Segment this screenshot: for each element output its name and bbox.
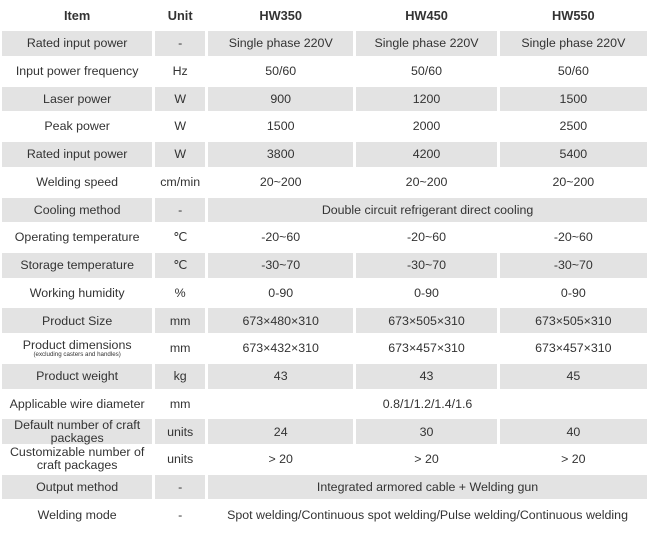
row-value-hw350: 673×480×310 bbox=[208, 308, 353, 333]
table-row bbox=[2, 336, 647, 361]
row-value-hw450: 43 bbox=[356, 364, 496, 389]
row-unit: - bbox=[178, 507, 183, 522]
row-value-hw450: 673×505×310 bbox=[356, 308, 496, 333]
row-unit: kg bbox=[155, 364, 205, 389]
row-value-hw550: 0-90 bbox=[560, 285, 586, 300]
row-item-note: (excluding casters and handles) bbox=[33, 350, 121, 358]
row-value-hw350: 900 bbox=[208, 87, 353, 112]
header-model-hw550: HW550 bbox=[552, 7, 595, 23]
row-value-hw550: -30~70 bbox=[500, 253, 647, 278]
row-value-hw350: Single phase 220V bbox=[208, 31, 353, 56]
row-item-label: Welding mode bbox=[37, 507, 117, 522]
row-item-label: Input power frequency bbox=[15, 63, 139, 78]
row-value-hw550: 40 bbox=[500, 419, 647, 444]
row-item-label: Cooling method bbox=[2, 198, 152, 223]
row-unit: mm bbox=[169, 341, 191, 356]
header-unit: Unit bbox=[167, 7, 193, 23]
header-item: Item bbox=[63, 7, 91, 23]
row-value-hw450: 50/60 bbox=[411, 63, 443, 78]
row-unit: - bbox=[155, 31, 205, 56]
table-row bbox=[2, 198, 647, 223]
table-row bbox=[2, 475, 647, 500]
row-value-all-models: Double circuit refrigerant direct cooling bbox=[208, 198, 647, 223]
row-item-label: Output method bbox=[2, 475, 152, 500]
row-unit: mm bbox=[155, 308, 205, 333]
row-item-label: Welding speed bbox=[36, 174, 119, 189]
table-row bbox=[2, 419, 647, 444]
row-value-hw450: 673×457×310 bbox=[388, 341, 465, 356]
table-row bbox=[2, 114, 647, 139]
row-unit: units bbox=[155, 419, 205, 444]
row-unit: ℃ bbox=[155, 253, 205, 278]
table-row bbox=[2, 392, 647, 417]
table-row bbox=[2, 503, 647, 528]
row-item-label: Product weight bbox=[2, 364, 152, 389]
row-value-hw450: Single phase 220V bbox=[356, 31, 496, 56]
row-item-label: Laser power bbox=[2, 87, 152, 112]
row-item-label: Customizable number of craft packages bbox=[9, 445, 145, 473]
row-item-label: Peak power bbox=[44, 119, 110, 134]
row-value-hw550: 1500 bbox=[500, 87, 647, 112]
table-row bbox=[2, 281, 647, 306]
header-model-hw350: HW350 bbox=[259, 7, 303, 23]
row-value-hw550: 45 bbox=[500, 364, 647, 389]
row-unit: W bbox=[174, 119, 187, 134]
row-item-text: Product dimensions bbox=[22, 337, 132, 352]
row-value-hw450: 4200 bbox=[356, 142, 496, 167]
row-unit: mm bbox=[169, 396, 191, 411]
row-unit: cm/min bbox=[160, 174, 201, 189]
row-unit: - bbox=[155, 475, 205, 500]
row-value-hw550: 5400 bbox=[500, 142, 647, 167]
row-value-hw350: 20~200 bbox=[259, 174, 302, 189]
table-row bbox=[2, 253, 647, 278]
row-value-hw350: 24 bbox=[208, 419, 353, 444]
row-value-hw450: > 20 bbox=[414, 452, 439, 467]
table-row bbox=[2, 31, 647, 56]
row-value-hw350: -30~70 bbox=[208, 253, 353, 278]
row-item-label bbox=[2, 336, 152, 361]
row-value-hw550: 20~200 bbox=[552, 174, 595, 189]
row-value-hw450: 2000 bbox=[412, 119, 441, 134]
row-unit: units bbox=[167, 452, 194, 467]
table-row bbox=[2, 170, 647, 195]
row-value-hw550: 50/60 bbox=[557, 63, 589, 78]
row-item-label: Operating temperature bbox=[14, 230, 140, 245]
row-value-all-models: 0.8/1/1.2/1.4/1.6 bbox=[382, 396, 473, 411]
row-value-hw550: -20~60 bbox=[553, 230, 593, 245]
row-value-hw350: 3800 bbox=[208, 142, 353, 167]
table-row bbox=[2, 59, 647, 84]
row-value-hw450: -30~70 bbox=[356, 253, 496, 278]
row-value-hw550: Single phase 220V bbox=[500, 31, 647, 56]
row-item-label: Product Size bbox=[2, 308, 152, 333]
row-unit: W bbox=[155, 87, 205, 112]
row-value-all-models: Integrated armored cable + Welding gun bbox=[208, 475, 647, 500]
row-value-hw350: 0-90 bbox=[268, 285, 294, 300]
row-unit: Hz bbox=[172, 63, 188, 78]
row-unit: % bbox=[174, 285, 186, 300]
row-unit: ℃ bbox=[173, 230, 188, 245]
table-row bbox=[2, 364, 647, 389]
header-model-hw450: HW450 bbox=[405, 7, 448, 23]
row-item-label: Applicable wire diameter bbox=[9, 396, 145, 411]
table-row bbox=[2, 447, 647, 472]
row-value-hw350: > 20 bbox=[268, 452, 293, 467]
row-value-hw350: 50/60 bbox=[265, 63, 297, 78]
table-row bbox=[2, 142, 647, 167]
table-row bbox=[2, 87, 647, 112]
row-item-label: Rated input power bbox=[2, 31, 152, 56]
row-value-hw450: 20~200 bbox=[405, 174, 448, 189]
row-value-hw350: 673×432×310 bbox=[242, 341, 319, 356]
row-item-label: Working humidity bbox=[29, 285, 125, 300]
row-value-hw350: -20~60 bbox=[261, 230, 301, 245]
row-value-hw350: 1500 bbox=[266, 119, 295, 134]
row-value-hw450: -20~60 bbox=[407, 230, 446, 245]
row-unit: - bbox=[155, 198, 205, 223]
row-item-label: Storage temperature bbox=[2, 253, 152, 278]
row-item-label: Default number of craft packages bbox=[2, 419, 152, 444]
row-unit: W bbox=[155, 142, 205, 167]
row-value-hw550: 673×505×310 bbox=[500, 308, 647, 333]
row-value-hw550: 2500 bbox=[559, 119, 588, 134]
row-value-all-models: Spot welding/Continuous spot welding/Pulse welding/Continuous welding bbox=[227, 507, 628, 522]
table-row bbox=[2, 225, 647, 250]
row-value-hw450: 1200 bbox=[356, 87, 496, 112]
row-value-hw350: 43 bbox=[208, 364, 353, 389]
row-value-hw450: 0-90 bbox=[414, 285, 439, 300]
row-value-hw550: 673×457×310 bbox=[535, 341, 612, 356]
table-row bbox=[2, 308, 647, 333]
table-body bbox=[2, 31, 647, 527]
row-value-hw450: 30 bbox=[356, 419, 496, 444]
row-value-hw550: > 20 bbox=[561, 452, 586, 467]
table-header-row bbox=[2, 4, 647, 28]
row-item-label: Rated input power bbox=[2, 142, 152, 167]
